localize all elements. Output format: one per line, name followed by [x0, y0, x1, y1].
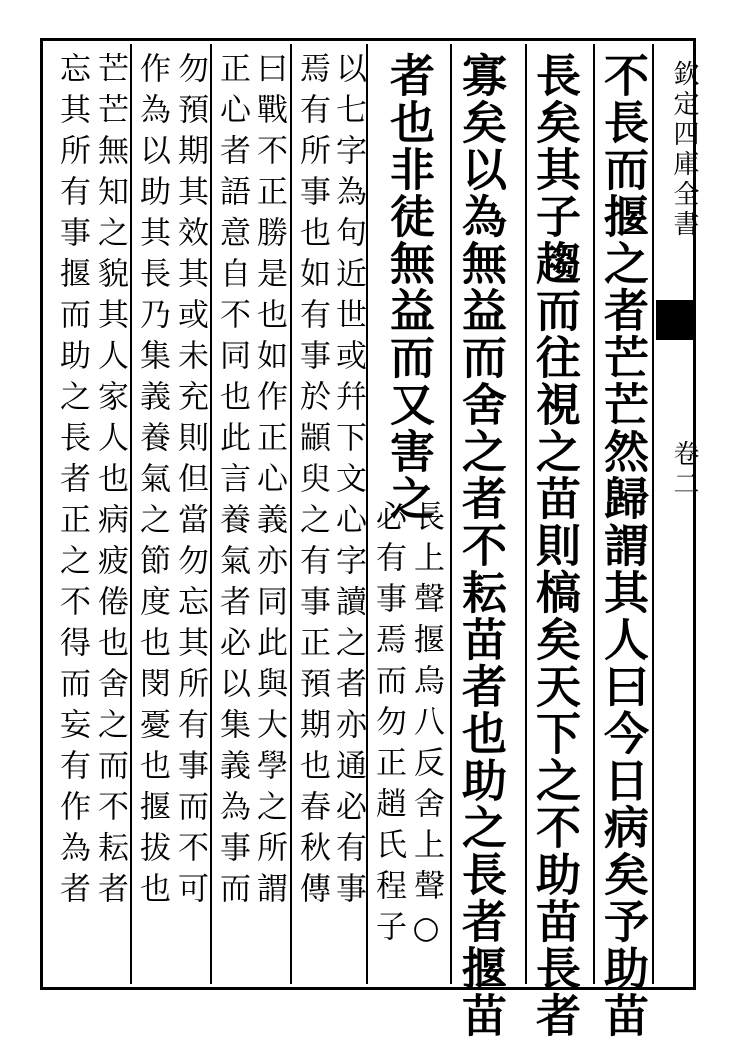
- commentary-column: 忘其所有事揠而助之長者正之不得而妄有作為者: [54, 52, 90, 913]
- column-divider: [593, 44, 595, 984]
- column-divider: [210, 44, 212, 984]
- margin-fishtail-mark: [656, 300, 696, 340]
- column-divider: [290, 44, 292, 984]
- inner-right-rule: [652, 44, 654, 984]
- text-column-3: 寡矣以為無益而舍之者不耘苗者也助之長者揠苗: [454, 52, 507, 1039]
- commentary-column: 芒芒無知之貌其人家人也病疲倦也舍之而不耘者: [92, 52, 128, 913]
- column-divider: [130, 44, 132, 984]
- commentary-column: 正心者語意自不同也此言養氣者必以集義為事而: [214, 52, 250, 913]
- margin-volume-label: 卷二: [669, 440, 699, 500]
- text-column-2: 長矣其子趨而往視之苗則槁矣天下之不助苗長者: [528, 52, 581, 1039]
- commentary-column: 以七字為句近世或幷下文心字讀之者亦通必有事: [330, 52, 366, 913]
- commentary-column-4b: 必有事焉而勿正趙氏程子: [370, 500, 406, 951]
- column-divider: [366, 44, 368, 984]
- column-divider: [525, 44, 527, 984]
- commentary-column: 作為以助其長乃集義養氣之節度也閔憂也揠拔也: [134, 52, 170, 913]
- commentary-column-4a: 長上聲揠烏八反舍上聲○: [408, 500, 444, 956]
- text-column-4-main: 者也非徒無益而又害之: [382, 52, 435, 522]
- column-divider: [450, 44, 452, 984]
- margin-book-title: 欽定四庫全書: [669, 60, 699, 240]
- text-column-1: 不長而揠之者芒芒然歸謂其人曰今日病矣予助苗: [596, 52, 649, 1039]
- commentary-column: 勿預期其效其或未充則但當勿忘其所有事而不可: [172, 52, 208, 913]
- commentary-column: 曰戰不正勝是也如作正心義亦同此與大學之所謂: [251, 52, 287, 913]
- commentary-column: 焉有所事也如有事於顓臾之有事正預期也春秋傳: [294, 52, 330, 913]
